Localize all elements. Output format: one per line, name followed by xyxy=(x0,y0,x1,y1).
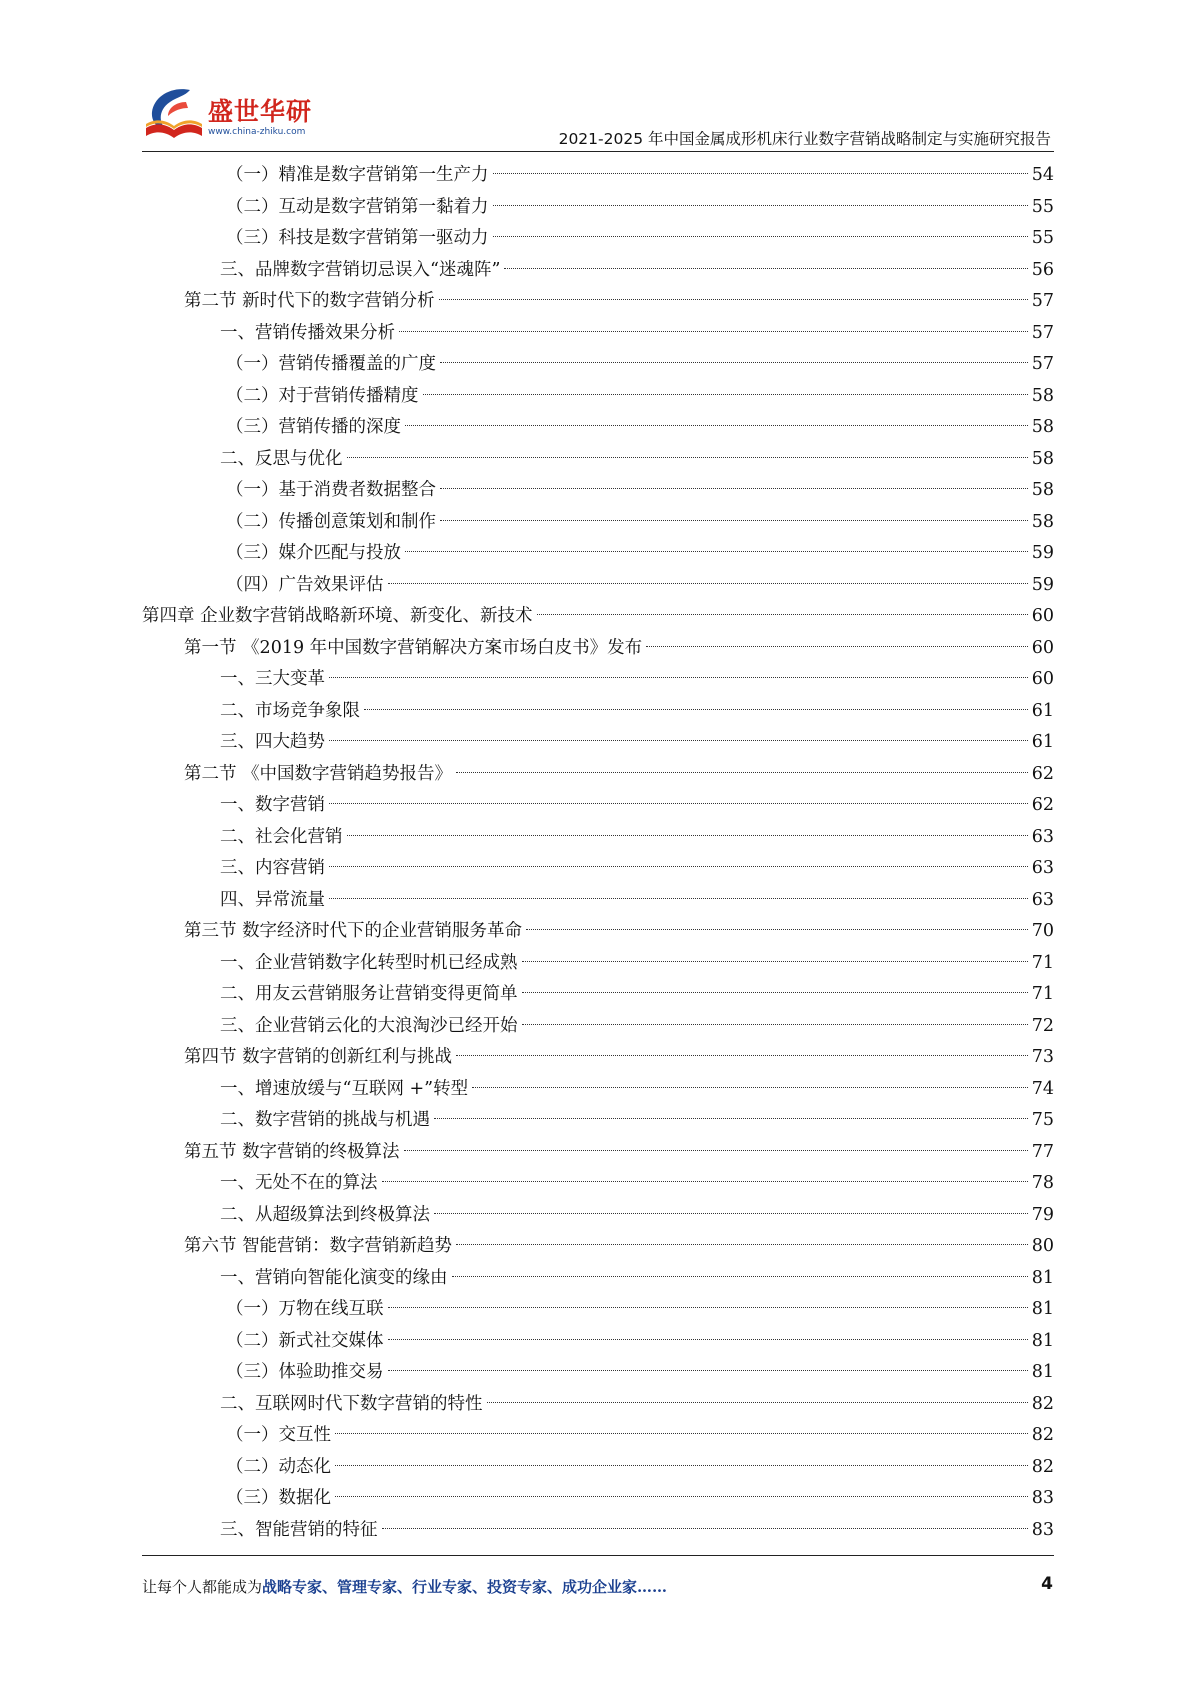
toc-entry-label: 一、增速放缓与“互联网 +”转型 xyxy=(220,1078,469,1099)
toc-entry-label: 一、数字营销 xyxy=(220,795,325,815)
toc-dot-leader xyxy=(364,709,1028,710)
toc-dot-leader xyxy=(440,362,1028,363)
toc-entry-page: 63 xyxy=(1031,858,1054,878)
toc-entry[interactable] xyxy=(142,633,1054,665)
toc-dot-leader xyxy=(493,205,1028,206)
toc-entry-label: （四）广告效果评估 xyxy=(226,574,384,595)
toc-entry-label: （二）对于营销传播精度 xyxy=(226,385,419,406)
toc-dot-leader xyxy=(347,457,1028,458)
toc-entry-label: 二、反思与优化 xyxy=(220,448,343,469)
toc-entry[interactable] xyxy=(142,1200,1054,1232)
toc-entry[interactable] xyxy=(142,192,1054,224)
toc-entry[interactable] xyxy=(142,727,1054,759)
toc-entry-page: 61 xyxy=(1031,732,1054,752)
toc-entry[interactable] xyxy=(142,1263,1054,1295)
toc-entry-page: 78 xyxy=(1031,1173,1054,1193)
toc-entry-page: 75 xyxy=(1031,1110,1054,1130)
toc-dot-leader xyxy=(472,1087,1028,1088)
toc-entry[interactable] xyxy=(142,979,1054,1011)
toc-dot-leader xyxy=(456,772,1028,773)
toc-dot-leader xyxy=(388,1339,1028,1340)
toc-entry[interactable] xyxy=(142,160,1054,192)
toc-entry[interactable] xyxy=(142,349,1054,381)
toc-entry-label: 二、互联网时代下数字营销的特性 xyxy=(220,1393,483,1414)
toc-entry[interactable] xyxy=(142,412,1054,444)
toc-entry-label: 二、数字营销的挑战与机遇 xyxy=(220,1110,430,1130)
toc-entry[interactable] xyxy=(142,507,1054,539)
toc-entry-page: 57 xyxy=(1031,354,1054,374)
toc-entry[interactable] xyxy=(142,696,1054,728)
toc-entry-label: （一）交互性 xyxy=(226,1425,331,1445)
toc-entry-page: 55 xyxy=(1031,228,1054,248)
toc-dot-leader xyxy=(493,173,1028,174)
toc-entry-label: 三、企业营销云化的大浪淘沙已经开始 xyxy=(220,1015,518,1036)
toc-entry[interactable] xyxy=(142,318,1054,350)
toc-entry-label: 一、无处不在的算法 xyxy=(220,1173,378,1193)
toc-dot-leader xyxy=(440,520,1028,521)
toc-entry-page: 82 xyxy=(1031,1393,1054,1414)
toc-entry-page: 59 xyxy=(1031,543,1054,563)
toc-entry-page: 81 xyxy=(1031,1267,1054,1288)
toc-entry[interactable] xyxy=(142,1137,1054,1169)
toc-dot-leader xyxy=(434,1213,1028,1214)
toc-dot-leader xyxy=(439,299,1028,300)
toc-entry-label: （一）基于消费者数据整合 xyxy=(226,480,436,500)
toc-entry-page: 58 xyxy=(1031,480,1054,500)
toc-dot-leader xyxy=(329,803,1028,804)
toc-dot-leader xyxy=(329,677,1028,678)
toc-dot-leader xyxy=(493,236,1028,237)
toc-entry-label: （三）数据化 xyxy=(226,1488,331,1508)
toc-dot-leader xyxy=(388,1370,1028,1371)
toc-entry-page: 60 xyxy=(1031,669,1054,689)
toc-entry-page: 81 xyxy=(1031,1330,1054,1351)
toc-entry-page: 58 xyxy=(1031,511,1054,532)
toc-entry-page: 70 xyxy=(1031,921,1054,941)
toc-entry[interactable] xyxy=(142,1326,1054,1358)
toc-entry[interactable] xyxy=(142,948,1054,980)
toc-entry-label: 四、异常流量 xyxy=(220,889,325,910)
page-number: 4 xyxy=(1041,1574,1053,1594)
toc-entry[interactable] xyxy=(142,255,1054,287)
toc-entry-page: 54 xyxy=(1031,165,1054,185)
report-title: 2021-2025 年中国金属成形机床行业数字营销战略制定与实施研究报告 xyxy=(558,130,1051,148)
toc-entry[interactable] xyxy=(142,759,1054,791)
toc-entry-page: 56 xyxy=(1031,259,1054,280)
toc-entry-page: 80 xyxy=(1031,1236,1054,1256)
logo-url: www.china-zhiku.com xyxy=(208,127,306,137)
toc-entry[interactable] xyxy=(142,1357,1054,1389)
toc-entry-label: （三）科技是数字营销第一驱动力 xyxy=(226,228,489,248)
toc-entry-label: 三、内容营销 xyxy=(220,858,325,878)
toc-entry-label: 二、社会化营销 xyxy=(220,826,343,847)
toc-dot-leader xyxy=(347,835,1028,836)
toc-entry[interactable] xyxy=(142,853,1054,885)
toc-entry-label: （二）新式社交媒体 xyxy=(226,1330,384,1351)
toc-entry-label: 第二节 《中国数字营销趋势报告》 xyxy=(184,763,453,784)
toc-entry-page: 71 xyxy=(1031,984,1054,1004)
toc-entry[interactable] xyxy=(142,570,1054,602)
toc-entry[interactable] xyxy=(142,664,1054,696)
toc-dot-leader xyxy=(434,1118,1028,1119)
toc-entry-page: 81 xyxy=(1031,1362,1054,1382)
toc-dot-leader xyxy=(504,268,1027,269)
toc-entry-label: 二、用友云营销服务让营销变得更简单 xyxy=(220,984,518,1004)
toc-entry-label: 第五节 数字营销的终极算法 xyxy=(184,1141,400,1162)
toc-entry-label: 一、营销传播效果分析 xyxy=(220,322,395,343)
slogan-prefix: 让每个人都能成为 xyxy=(142,1578,263,1596)
toc-entry-page: 60 xyxy=(1031,637,1054,658)
toc-entry[interactable] xyxy=(142,223,1054,255)
toc-entry-label: 第二节 新时代下的数字营销分析 xyxy=(184,291,435,311)
toc-entry-page: 62 xyxy=(1031,763,1054,784)
toc-dot-leader xyxy=(335,1465,1028,1466)
toc-entry-label: 第四节 数字营销的创新红利与挑战 xyxy=(184,1047,453,1067)
toc-dot-leader xyxy=(440,488,1028,489)
toc-entry-page: 58 xyxy=(1031,448,1054,469)
toc-entry-label: （三）体验助推交易 xyxy=(226,1362,384,1382)
toc-entry-label: 三、四大趋势 xyxy=(220,732,325,752)
toc-entry-page: 82 xyxy=(1031,1425,1054,1445)
toc-entry-page: 58 xyxy=(1031,385,1054,406)
toc-dot-leader xyxy=(405,551,1028,552)
toc-entry[interactable] xyxy=(142,381,1054,413)
toc-entry-label: 第六节 智能营销：数字营销新趋势 xyxy=(184,1236,453,1256)
toc-entry-page: 63 xyxy=(1031,889,1054,910)
toc-entry-page: 58 xyxy=(1031,417,1054,437)
toc-entry-page: 57 xyxy=(1031,291,1054,311)
toc-entry-label: 一、营销向智能化演变的缘由 xyxy=(220,1267,448,1288)
toc-entry-page: 57 xyxy=(1031,322,1054,343)
toc-dot-leader xyxy=(388,583,1028,584)
toc-dot-leader xyxy=(382,1528,1028,1529)
toc-entry-page: 72 xyxy=(1031,1015,1054,1036)
toc-entry-label: 三、智能营销的特征 xyxy=(220,1519,378,1540)
toc-entry-page: 73 xyxy=(1031,1047,1054,1067)
toc-entry-page: 71 xyxy=(1031,952,1054,973)
toc-entry-page: 81 xyxy=(1031,1299,1054,1319)
toc-entry-page: 61 xyxy=(1031,700,1054,721)
toc-dot-leader xyxy=(423,394,1028,395)
toc-dot-leader xyxy=(405,425,1028,426)
toc-dot-leader xyxy=(335,1433,1028,1434)
toc-dot-leader xyxy=(329,898,1028,899)
toc-entry[interactable] xyxy=(142,286,1054,318)
toc-entry-label: （一）精准是数字营销第一生产力 xyxy=(226,165,489,185)
toc-entry[interactable] xyxy=(142,1105,1054,1137)
toc-entry-page: 83 xyxy=(1031,1519,1054,1540)
toc-dot-leader xyxy=(404,1150,1028,1151)
toc-entry-page: 83 xyxy=(1031,1488,1054,1508)
logo-book-icon xyxy=(142,84,206,144)
toc-entry-page: 77 xyxy=(1031,1141,1054,1162)
toc-entry[interactable] xyxy=(142,601,1054,633)
toc-entry-page: 62 xyxy=(1031,795,1054,815)
toc-entry-page: 55 xyxy=(1031,196,1054,217)
toc-entry[interactable] xyxy=(142,1483,1054,1515)
toc-entry[interactable] xyxy=(142,1168,1054,1200)
toc-dot-leader xyxy=(537,614,1028,615)
toc-entry[interactable] xyxy=(142,916,1054,948)
toc-entry-label: 三、品牌数字营销切忌误入“迷魂阵” xyxy=(220,259,501,280)
toc-entry-label: （二）互动是数字营销第一黏着力 xyxy=(226,196,489,217)
toc-dot-leader xyxy=(522,992,1028,993)
toc-entry-label: （三）媒介匹配与投放 xyxy=(226,543,401,563)
toc-entry-label: （三）营销传播的深度 xyxy=(226,417,401,437)
slogan-roles: 战略专家、管理专家、行业专家、投资专家、成功企业家…… xyxy=(262,1578,668,1596)
page-header xyxy=(0,0,1191,150)
toc-entry-label: 一、企业营销数字化转型时机已经成熟 xyxy=(220,952,518,973)
toc-dot-leader xyxy=(456,1244,1028,1245)
toc-entry-page: 63 xyxy=(1031,826,1054,847)
toc-entry[interactable] xyxy=(142,1011,1054,1043)
toc-entry-page: 82 xyxy=(1031,1456,1054,1477)
toc-entry-label: 第四章 企业数字营销战略新环境、新变化、新技术 xyxy=(142,606,533,626)
header-divider xyxy=(142,151,1054,152)
toc-entry-label: （一）营销传播覆盖的广度 xyxy=(226,354,436,374)
toc-entry[interactable] xyxy=(142,822,1054,854)
logo-name: 盛世华研 xyxy=(208,97,313,126)
toc-entry[interactable] xyxy=(142,1231,1054,1263)
toc-entry[interactable] xyxy=(142,1042,1054,1074)
toc-entry-label: 二、从超级算法到终极算法 xyxy=(220,1204,430,1225)
toc-entry[interactable] xyxy=(142,475,1054,507)
toc-dot-leader xyxy=(456,1055,1028,1056)
toc-dot-leader xyxy=(388,1307,1028,1308)
toc-entry[interactable] xyxy=(142,790,1054,822)
toc-entry[interactable] xyxy=(142,444,1054,476)
toc-dot-leader xyxy=(526,929,1028,930)
toc-entry[interactable] xyxy=(142,1452,1054,1484)
toc-entry-page: 60 xyxy=(1031,606,1054,626)
toc-entry[interactable] xyxy=(142,885,1054,917)
table-of-contents xyxy=(142,160,1054,1546)
toc-dot-leader xyxy=(522,961,1028,962)
toc-entry[interactable] xyxy=(142,538,1054,570)
toc-dot-leader xyxy=(335,1496,1028,1497)
toc-entry-page: 59 xyxy=(1031,574,1054,595)
toc-dot-leader xyxy=(399,331,1028,332)
toc-entry-label: 二、市场竞争象限 xyxy=(220,700,360,721)
toc-entry[interactable] xyxy=(142,1074,1054,1106)
toc-entry-label: 第一节 《2019 年中国数字营销解决方案市场白皮书》发布 xyxy=(184,637,643,658)
toc-entry[interactable] xyxy=(142,1294,1054,1326)
footer-divider xyxy=(142,1555,1054,1556)
toc-dot-leader xyxy=(522,1024,1028,1025)
footer-slogan xyxy=(142,1576,667,1597)
toc-dot-leader xyxy=(646,646,1028,647)
toc-dot-leader xyxy=(382,1181,1028,1182)
toc-entry-label: 一、三大变革 xyxy=(220,669,325,689)
toc-entry-page: 79 xyxy=(1031,1204,1054,1225)
toc-dot-leader xyxy=(452,1276,1028,1277)
toc-entry-label: 第三节 数字经济时代下的企业营销服务革命 xyxy=(184,921,523,941)
toc-entry-label: （二）动态化 xyxy=(226,1456,331,1477)
toc-entry[interactable] xyxy=(142,1389,1054,1421)
toc-entry[interactable] xyxy=(142,1420,1054,1452)
toc-dot-leader xyxy=(329,740,1028,741)
company-logo xyxy=(142,84,322,146)
toc-entry-page: 74 xyxy=(1031,1078,1054,1099)
toc-entry[interactable] xyxy=(142,1515,1054,1547)
toc-entry-label: （二）传播创意策划和制作 xyxy=(226,511,436,532)
toc-dot-leader xyxy=(329,866,1028,867)
toc-dot-leader xyxy=(487,1402,1028,1403)
toc-entry-label: （一）万物在线互联 xyxy=(226,1299,384,1319)
